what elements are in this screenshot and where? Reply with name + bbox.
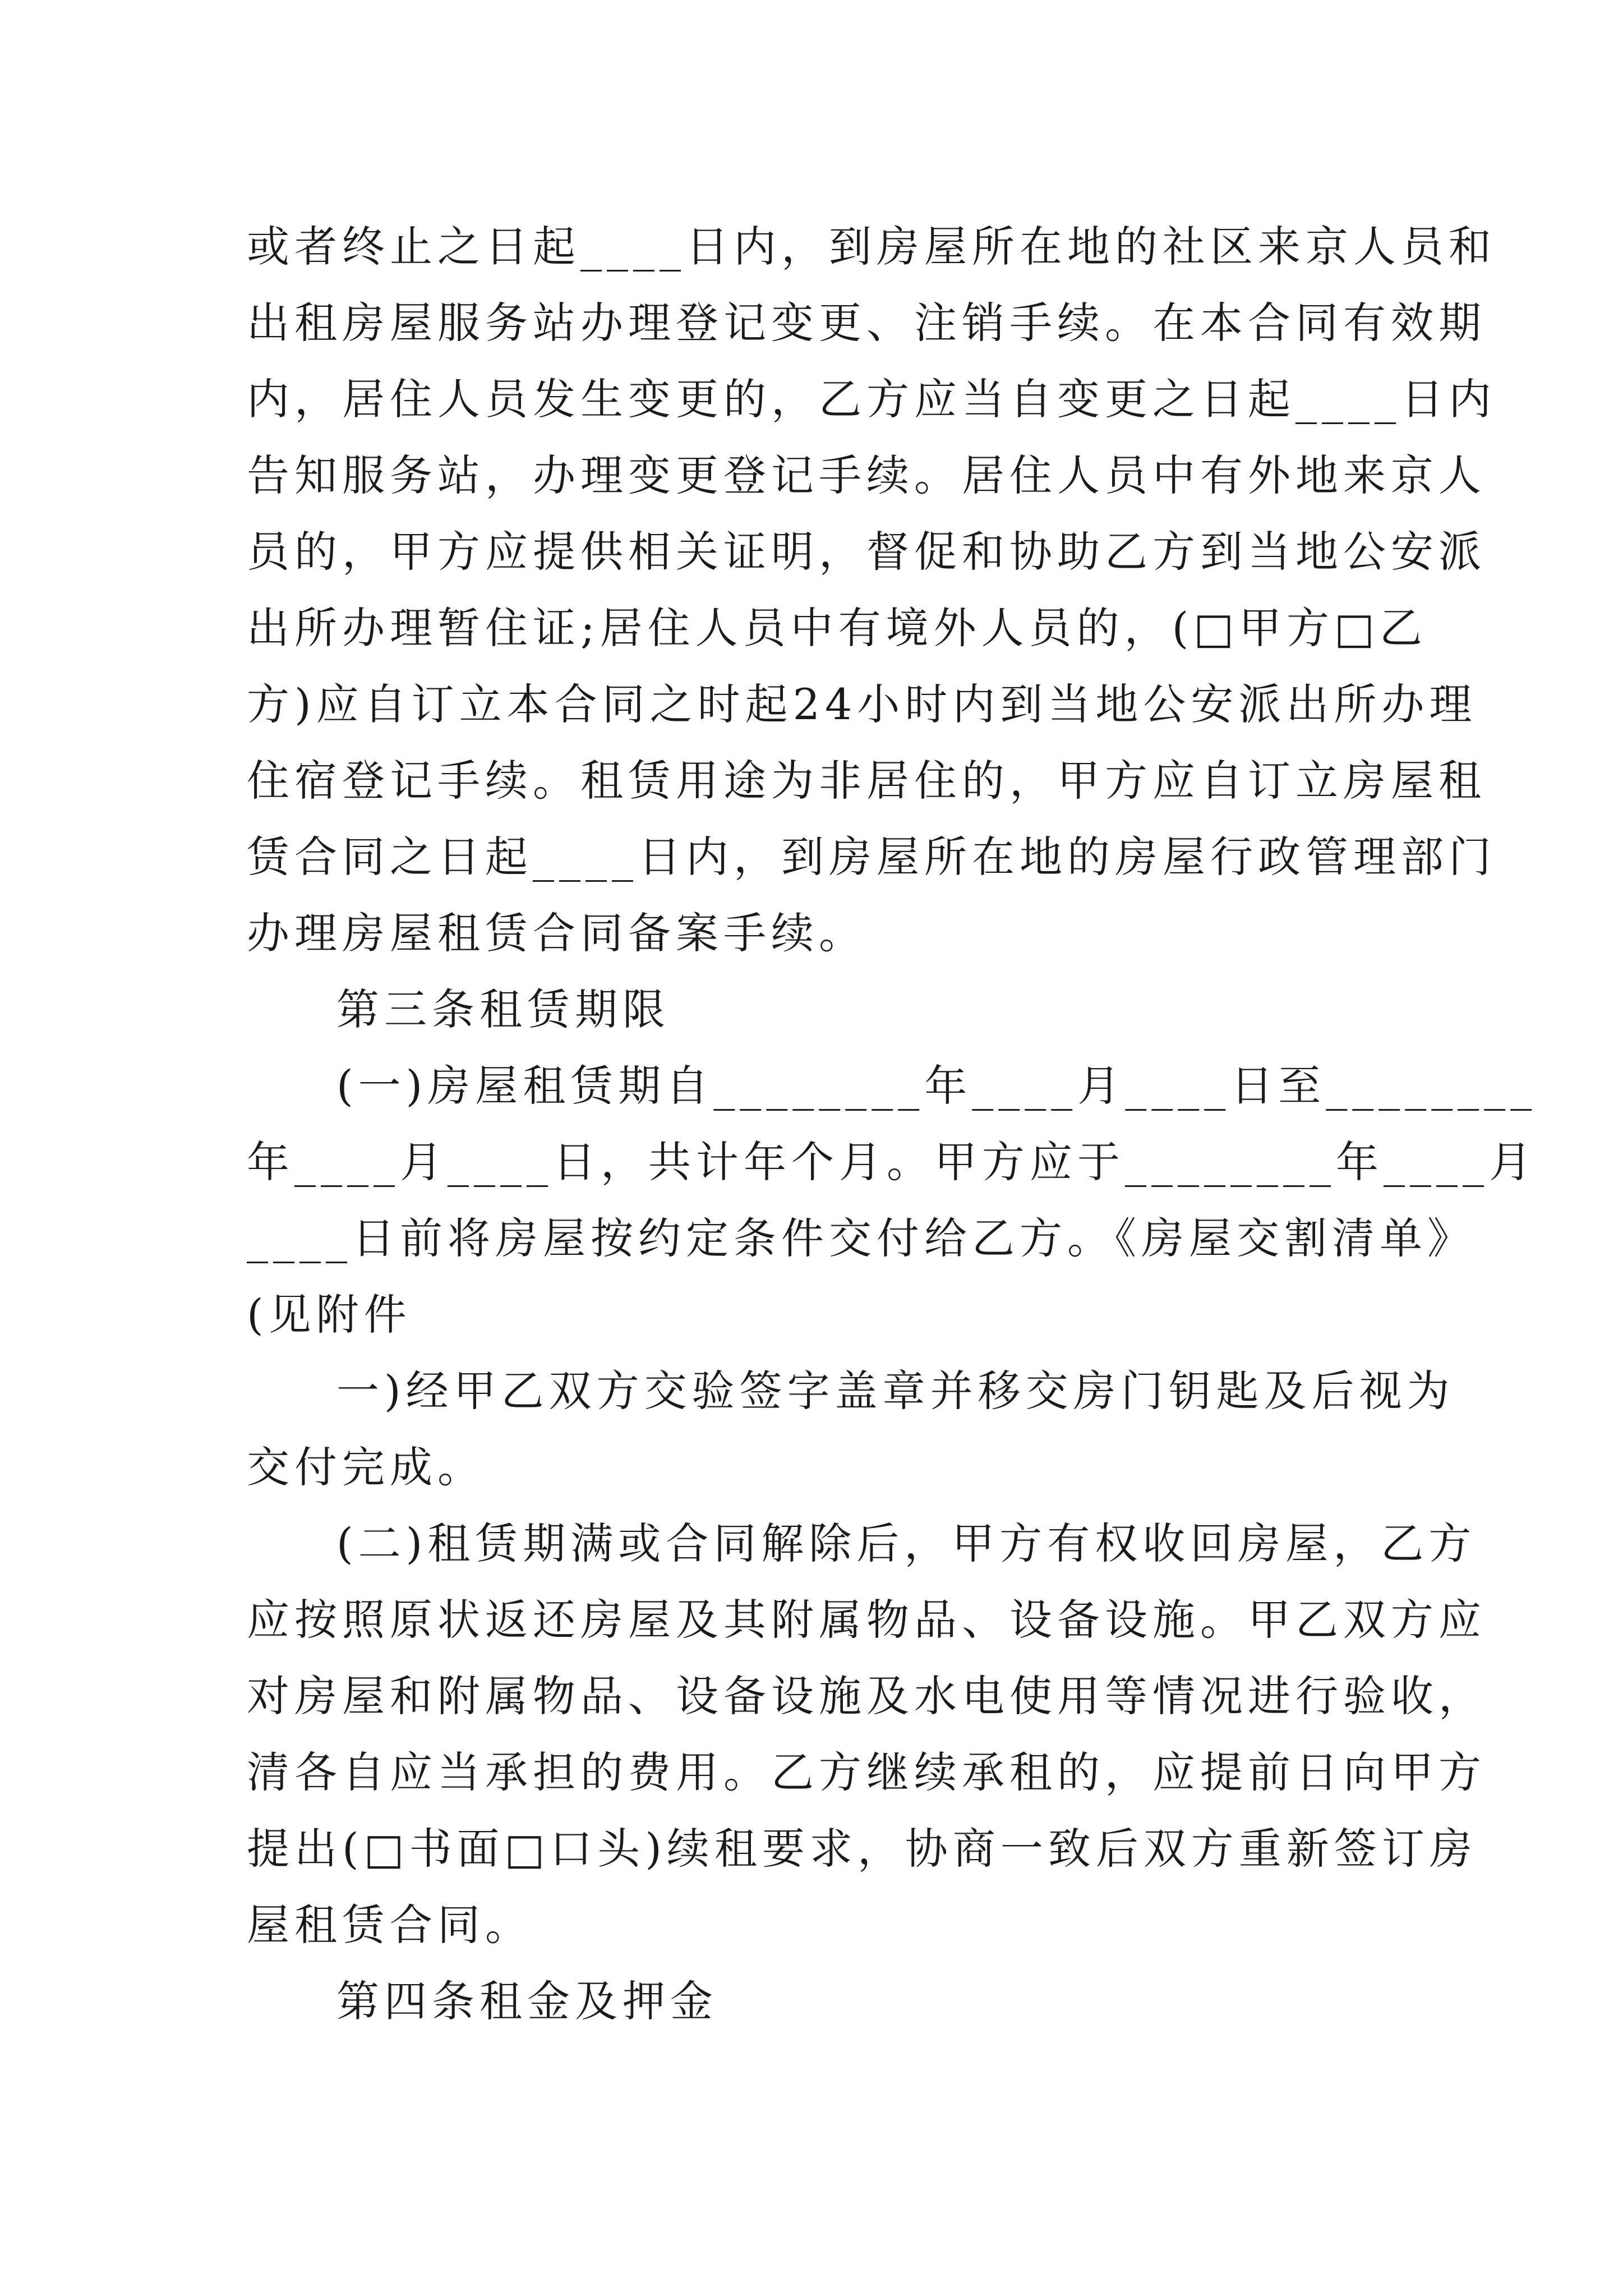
text-line: 员的，甲方应提供相关证明，督促和协助乙方到当地公安派: [247, 527, 1486, 577]
text-line: 一)经甲乙双方交验签字盖章并移交房门钥匙及后视为: [336, 1366, 1455, 1416]
text-line: 或者终止之日起____日内，到房屋所在地的社区来京人员和: [247, 222, 1496, 272]
text-line: 告知服务站，办理变更登记手续。居住人员中有外地来京人: [247, 450, 1486, 500]
text-line: 内，居住人员发生变更的，乙方应当自变更之日起____日内: [247, 374, 1496, 424]
section-heading: 第四条租金及押金: [336, 1976, 718, 2026]
text-line: 住宿登记手续。租赁用途为非居住的，甲方应自订立房屋租: [247, 756, 1486, 806]
text-line: 对房屋和附属物品、设备设施及水电使用等情况进行验收，: [247, 1671, 1486, 1721]
text-line: 交付完成。: [247, 1442, 485, 1492]
text-line: 应按照原状返还房屋及其附属物品、设备设施。甲乙双方应: [247, 1595, 1486, 1645]
document-page: [247, 209, 1537, 2040]
text-line: 提出(□书面□口头)续租要求，协商一致后双方重新签订房: [247, 1824, 1477, 1874]
text-line: 赁合同之日起____日内，到房屋所在地的房屋行政管理部门: [247, 832, 1496, 882]
text-line: 方)应自订立本合同之时起24小时内到当地公安派出所办理: [247, 679, 1477, 729]
text-line: (二)租赁期满或合同解除后，甲方有权收回房屋，乙方: [336, 1519, 1477, 1568]
text-line: 屋租赁合同。: [247, 1900, 533, 1950]
text-line: 年____月____日，共计年个月。甲方应于________年____月: [247, 1137, 1537, 1187]
text-line: 出所办理暂住证;居住人员中有境外人员的，(□甲方□乙: [247, 603, 1427, 653]
text-line: 清各自应当承担的费用。乙方继续承租的，应提前日向甲方: [247, 1747, 1486, 1797]
text-line: (一)房屋租赁期自________年____月____日至________: [336, 1061, 1537, 1111]
text-line: 出租房屋服务站办理登记变更、注销手续。在本合同有效期: [247, 298, 1486, 348]
text-line: ____日前将房屋按约定条件交付给乙方。《房屋交割清单》: [247, 1213, 1475, 1263]
section-heading: 第三条租赁期限: [336, 984, 670, 1034]
text-line: 办理房屋租赁合同备案手续。: [247, 908, 866, 958]
text-line: (见附件: [247, 1290, 412, 1340]
